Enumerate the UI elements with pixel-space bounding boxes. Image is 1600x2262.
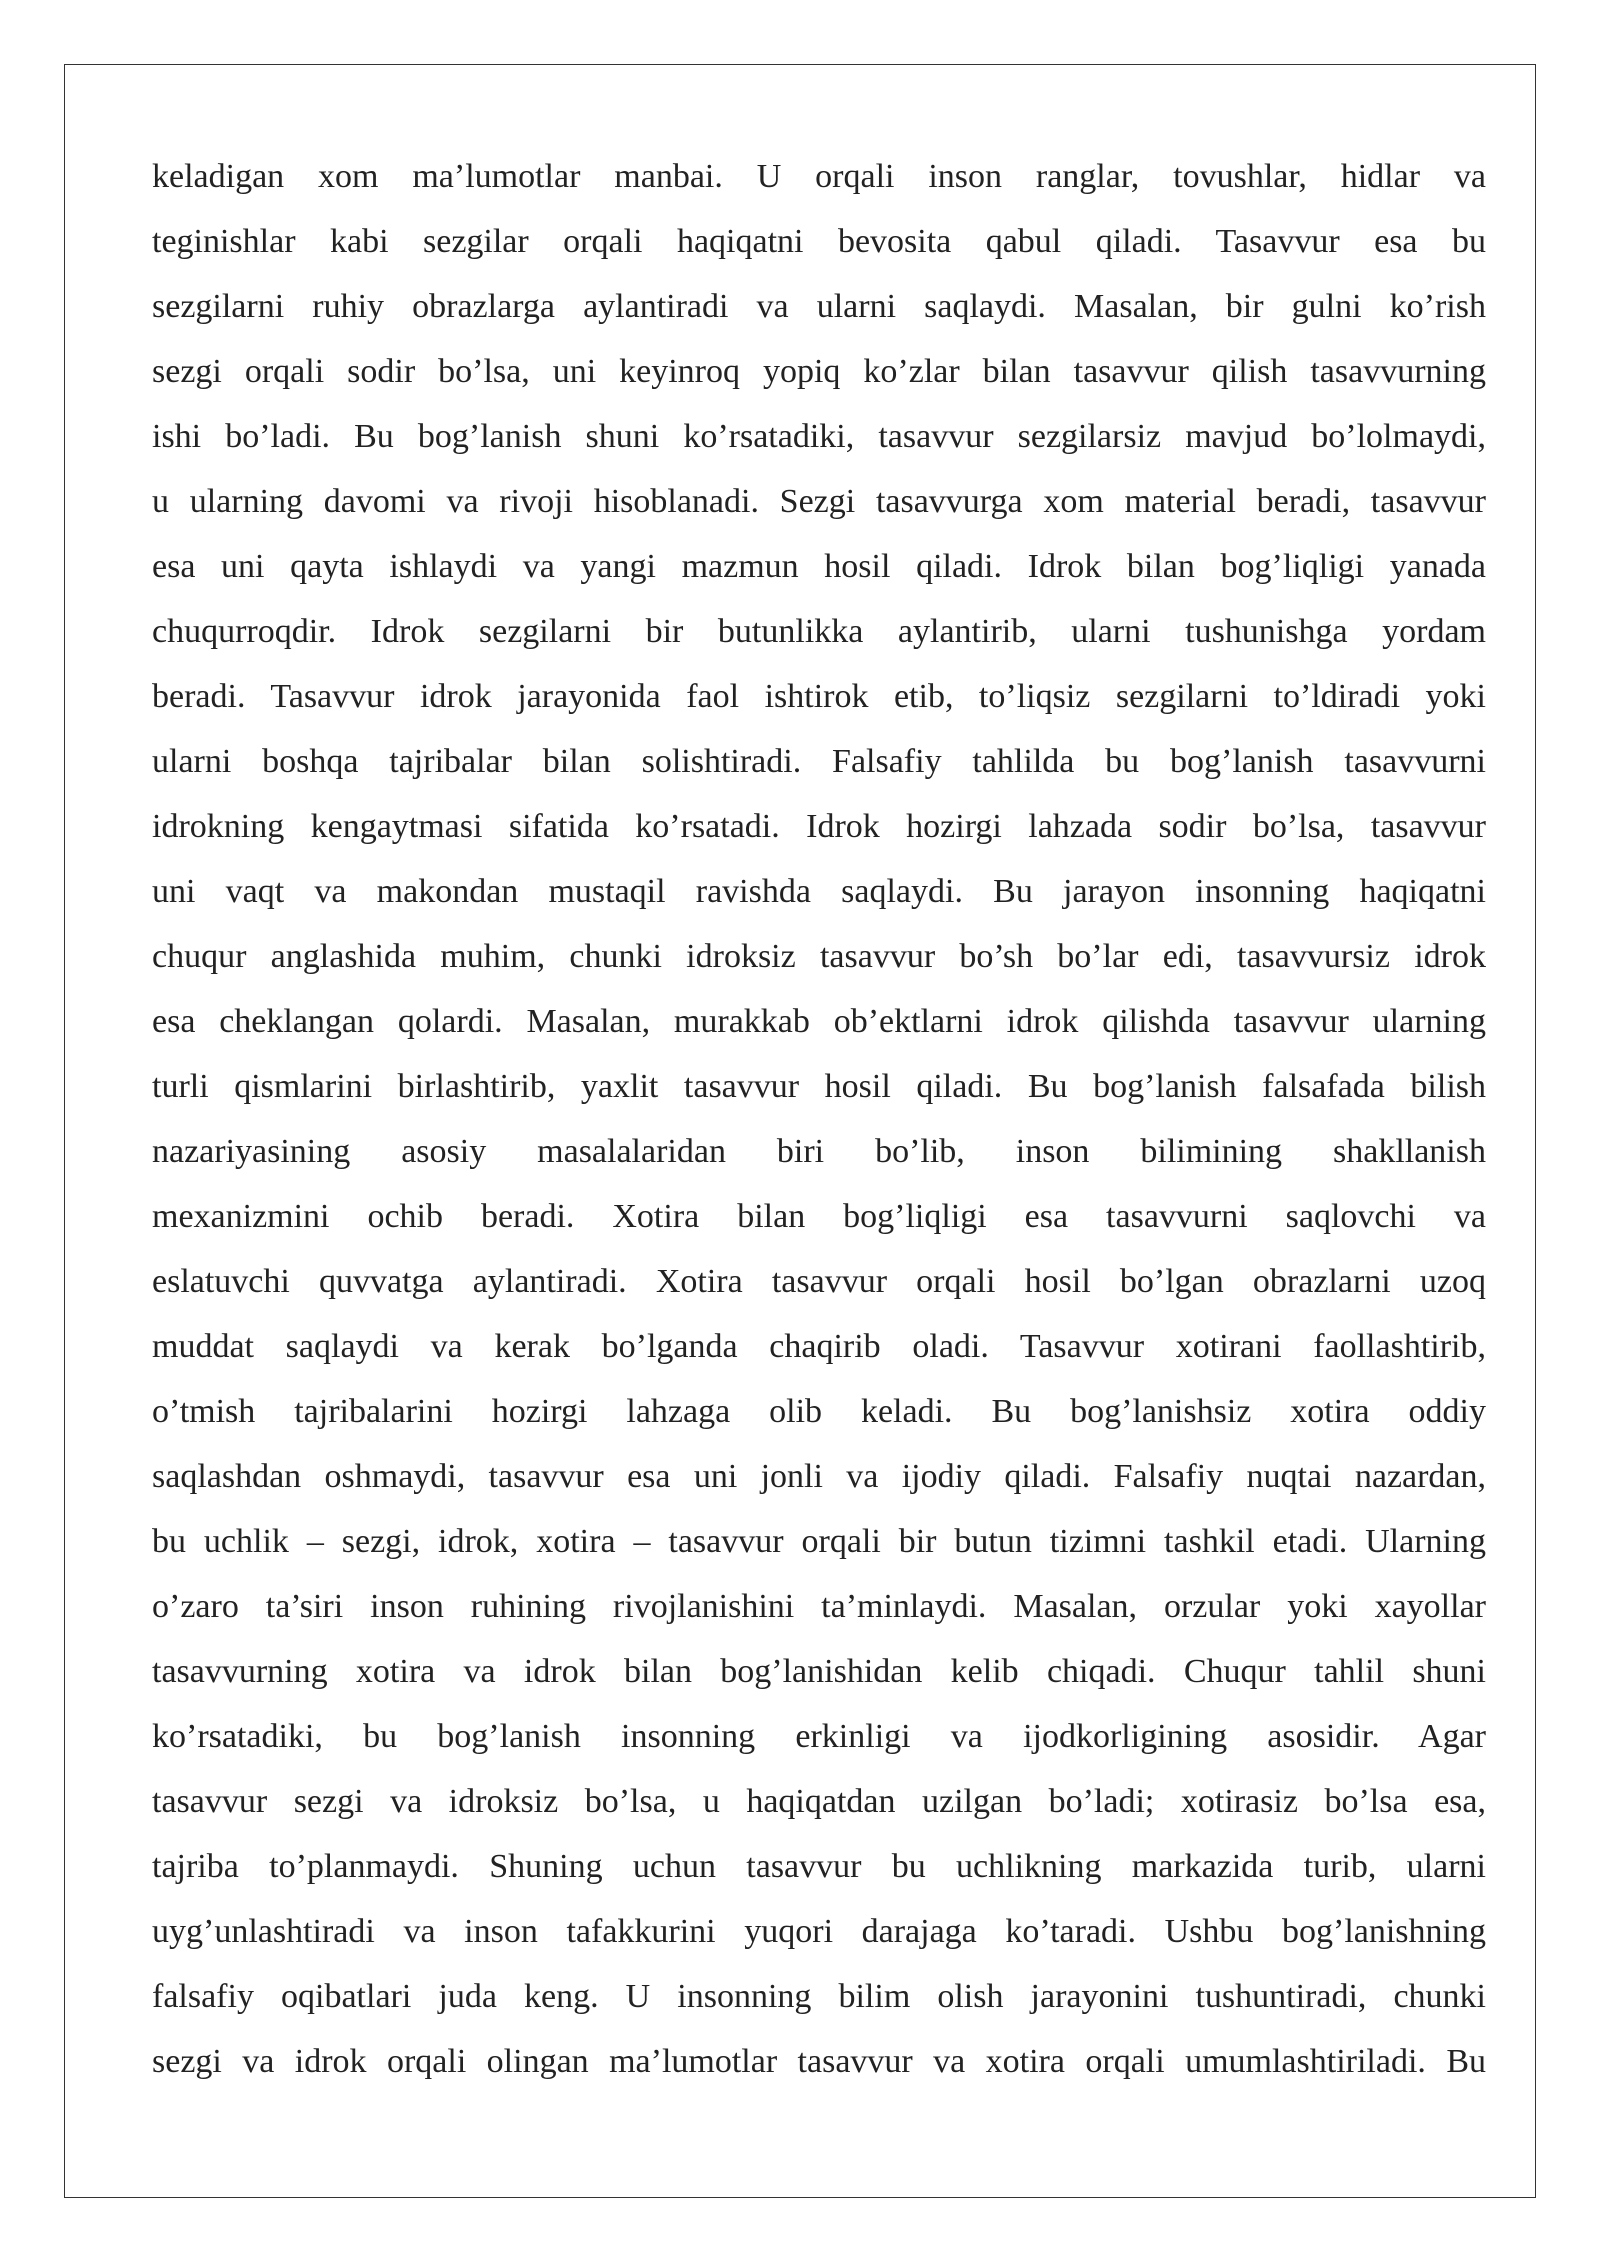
- text-line: keladigan xom ma’lumotlar manbai. U orqali inson ranglar, tovushlar, hidlar va: [152, 158, 1486, 195]
- text-line: idrokning kengaytmasi sifatida ko’rsatadi. Idrok hozirgi lahzada sodir bo’lsa, tasavvur: [152, 808, 1486, 845]
- text-line: u ularning davomi va rivoji hisoblanadi. Sezgi tasavvurga xom material beradi, tasavvur: [152, 483, 1486, 520]
- text-line: uyg’unlashtiradi va inson tafakkurini yuqori darajaga ko’taradi. Ushbu bog’lanishning: [152, 1913, 1486, 1950]
- text-line: esa cheklangan qolardi. Masalan, murakkab ob’ektlarni idrok qilishda tasavvur ularning: [152, 1003, 1486, 1040]
- text-line: tajriba to’planmaydi. Shuning uchun tasavvur bu uchlikning markazida turib, ularni: [152, 1848, 1486, 1885]
- text-line: teginishlar kabi sezgilar orqali haqiqatni bevosita qabul qiladi. Tasavvur esa bu: [152, 223, 1486, 260]
- text-line: ko’rsatadiki, bu bog’lanish insonning erkinligi va ijodkorligining asosidir. Agar: [152, 1718, 1486, 1755]
- text-line: nazariyasining asosiy masalalaridan biri bo’lib, inson bilimining shakllanish: [152, 1133, 1486, 1170]
- text-line: eslatuvchi quvvatga aylantiradi. Xotira tasavvur orqali hosil bo’lgan obrazlarni uzoq: [152, 1263, 1486, 1300]
- text-line: esa uni qayta ishlaydi va yangi mazmun hosil qiladi. Idrok bilan bog’liqligi yanada: [152, 548, 1486, 585]
- text-line: beradi. Tasavvur idrok jarayonida faol ishtirok etib, to’liqsiz sezgilarni to’ldiradi yoki: [152, 678, 1486, 715]
- text-line: o’zaro ta’siri inson ruhining rivojlanishini ta’minlaydi. Masalan, orzular yoki xayollar: [152, 1588, 1486, 1625]
- text-line: falsafiy oqibatlari juda keng. U insonning bilim olish jarayonini tushuntiradi, chunki: [152, 1978, 1486, 2015]
- text-line: ularni boshqa tajribalar bilan solishtiradi. Falsafiy tahlilda bu bog’lanish tasavvurni: [152, 743, 1486, 780]
- text-line: ishi bo’ladi. Bu bog’lanish shuni ko’rsatadiki, tasavvur sezgilarsiz mavjud bo’lolmaydi,: [152, 418, 1486, 455]
- text-line: mexanizmini ochib beradi. Xotira bilan bog’liqligi esa tasavvurni saqlovchi va: [152, 1198, 1486, 1235]
- text-line: sezgilarni ruhiy obrazlarga aylantiradi va ularni saqlaydi. Masalan, bir gulni ko’rish: [152, 288, 1486, 325]
- text-line: uni vaqt va makondan mustaqil ravishda saqlaydi. Bu jarayon insonning haqiqatni: [152, 873, 1486, 910]
- body-paragraph: [152, 144, 1486, 2094]
- text-line: tasavvurning xotira va idrok bilan bog’lanishidan kelib chiqadi. Chuqur tahlil shuni: [152, 1653, 1486, 1690]
- text-line: sezgi orqali sodir bo’lsa, uni keyinroq yopiq ko’zlar bilan tasavvur qilish tasavvurning: [152, 353, 1486, 390]
- text-line: bu uchlik – sezgi, idrok, xotira – tasavvur orqali bir butun tizimni tashkil etadi. Ularning: [152, 1523, 1486, 1560]
- text-line: turli qismlarini birlashtirib, yaxlit tasavvur hosil qiladi. Bu bog’lanish falsafada bilish: [152, 1068, 1486, 1105]
- text-line: chuqur anglashida muhim, chunki idroksiz tasavvur bo’sh bo’lar edi, tasavvursiz idrok: [152, 938, 1486, 975]
- text-line: tasavvur sezgi va idroksiz bo’lsa, u haqiqatdan uzilgan bo’ladi; xotirasiz bo’lsa esa,: [152, 1783, 1486, 1820]
- text-line: o’tmish tajribalarini hozirgi lahzaga olib keladi. Bu bog’lanishsiz xotira oddiy: [152, 1393, 1486, 1430]
- text-line: muddat saqlaydi va kerak bo’lganda chaqirib oladi. Tasavvur xotirani faollashtirib,: [152, 1328, 1486, 1365]
- text-line: chuqurroqdir. Idrok sezgilarni bir butunlikka aylantirib, ularni tushunishga yordam: [152, 613, 1486, 650]
- text-line: saqlashdan oshmaydi, tasavvur esa uni jonli va ijodiy qiladi. Falsafiy nuqtai nazardan,: [152, 1458, 1486, 1495]
- text-line: sezgi va idrok orqali olingan ma’lumotlar tasavvur va xotira orqali umumlashtiriladi. Bu: [152, 2043, 1486, 2080]
